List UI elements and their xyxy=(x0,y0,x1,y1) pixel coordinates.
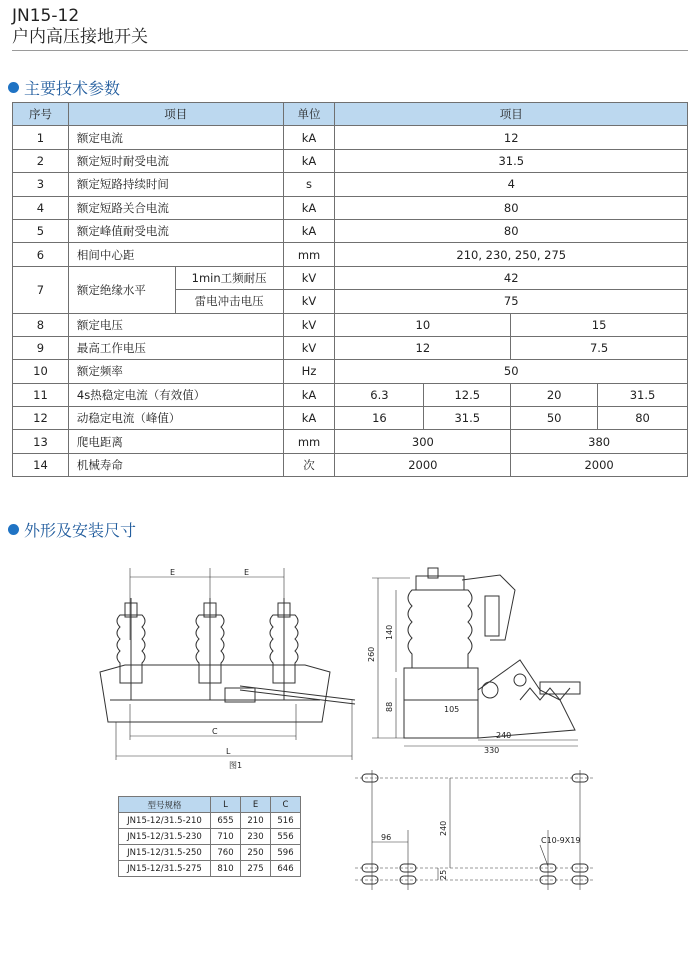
section-specs-title: 主要技术参数 xyxy=(24,79,121,98)
table-row xyxy=(119,845,301,861)
table-header-row xyxy=(13,103,688,126)
table-row xyxy=(13,196,688,219)
plan-view-drawing xyxy=(355,770,595,890)
row-unit: kV xyxy=(283,336,335,359)
header-value: 项目 xyxy=(335,103,688,126)
row-value: 10 xyxy=(335,313,511,336)
dim-l: 710 xyxy=(211,829,241,845)
row-no: 5 xyxy=(13,219,69,242)
row-value: 12 xyxy=(335,336,511,359)
header-no: 序号 xyxy=(13,103,69,126)
bullet-icon xyxy=(8,524,19,535)
dim-header-e: E xyxy=(241,797,271,813)
product-name: 户内高压接地开关 xyxy=(12,27,148,47)
title-divider xyxy=(12,50,688,51)
row-unit: kA xyxy=(283,219,335,242)
row-value: 380 xyxy=(511,430,688,453)
row-value: 31.5 xyxy=(335,149,688,172)
dim-label-e1: E xyxy=(170,568,176,577)
row-no: 11 xyxy=(13,383,69,406)
row-value: 80 xyxy=(335,196,688,219)
row-item: 额定电流 xyxy=(68,126,283,149)
table-row xyxy=(13,313,688,336)
row-unit: kA xyxy=(283,149,335,172)
row-value: 80 xyxy=(598,407,688,430)
header-item: 项目 xyxy=(68,103,283,126)
row-value: 31.5 xyxy=(424,407,511,430)
dim-header-c: C xyxy=(271,797,301,813)
row-unit: Hz xyxy=(283,360,335,383)
row-item: 额定短路持续时间 xyxy=(68,173,283,196)
table-row xyxy=(13,453,688,476)
row-item: 额定峰值耐受电流 xyxy=(68,219,283,242)
row-unit: kA xyxy=(283,407,335,430)
row-no: 8 xyxy=(13,313,69,336)
row-no: 14 xyxy=(13,453,69,476)
row-item: 动稳定电流（峰值） xyxy=(68,407,283,430)
row-value: 16 xyxy=(335,407,424,430)
header-unit: 单位 xyxy=(283,103,335,126)
row-item: 机械寿命 xyxy=(68,453,283,476)
dim-label-plan-240: 240 xyxy=(439,820,448,836)
dim-label-e2: E xyxy=(244,568,250,577)
table-row xyxy=(13,266,688,289)
model-code: JN15-12 xyxy=(12,6,80,26)
row-value: 12.5 xyxy=(424,383,511,406)
dim-c: 516 xyxy=(271,813,301,829)
row-item: 额定电压 xyxy=(68,313,283,336)
row-item: 额定绝缘水平 xyxy=(68,266,175,313)
dim-l: 760 xyxy=(211,845,241,861)
row-value: 50 xyxy=(511,407,598,430)
dim-model: JN15-12/31.5-230 xyxy=(119,829,211,845)
row-value: 80 xyxy=(335,219,688,242)
spec-table xyxy=(12,102,688,477)
row-unit: kA xyxy=(283,383,335,406)
row-unit: kV xyxy=(283,266,335,289)
row-item: 4s热稳定电流（有效值） xyxy=(68,383,283,406)
table-row xyxy=(13,173,688,196)
front-view-drawing xyxy=(100,568,355,760)
table-row xyxy=(119,813,301,829)
row-unit: kA xyxy=(283,196,335,219)
dim-model: JN15-12/31.5-275 xyxy=(119,861,211,877)
row-no: 6 xyxy=(13,243,69,266)
table-row xyxy=(119,861,301,877)
bullet-icon xyxy=(8,82,19,93)
row-value: 2000 xyxy=(335,453,511,476)
row-subitem: 雷电冲击电压 xyxy=(175,290,283,313)
row-value: 42 xyxy=(335,266,688,289)
row-no: 3 xyxy=(13,173,69,196)
dim-c: 556 xyxy=(271,829,301,845)
table-row xyxy=(13,219,688,242)
row-no: 9 xyxy=(13,336,69,359)
dim-label-140: 140 xyxy=(385,624,394,640)
row-unit: mm xyxy=(283,243,335,266)
row-value: 20 xyxy=(511,383,598,406)
row-value: 7.5 xyxy=(511,336,688,359)
dim-l: 655 xyxy=(211,813,241,829)
dim-c: 596 xyxy=(271,845,301,861)
row-unit: mm xyxy=(283,430,335,453)
dim-l: 810 xyxy=(211,861,241,877)
row-item: 额定频率 xyxy=(68,360,283,383)
table-row xyxy=(13,360,688,383)
row-value: 300 xyxy=(335,430,511,453)
row-value: 2000 xyxy=(511,453,688,476)
dim-header-model: 型号规格 xyxy=(119,797,211,813)
dimension-table xyxy=(118,796,301,877)
section-specs xyxy=(8,76,120,99)
dim-model: JN15-12/31.5-210 xyxy=(119,813,211,829)
row-unit: kV xyxy=(283,290,335,313)
row-item: 相间中心距 xyxy=(68,243,283,266)
dim-e: 250 xyxy=(241,845,271,861)
table-row xyxy=(13,407,688,430)
table-row xyxy=(119,829,301,845)
row-item: 额定短路关合电流 xyxy=(68,196,283,219)
dim-e: 230 xyxy=(241,829,271,845)
row-value: 12 xyxy=(335,126,688,149)
row-subitem: 1min工频耐压 xyxy=(175,266,283,289)
slot-label: C10-9X19 xyxy=(541,836,581,845)
row-no: 10 xyxy=(13,360,69,383)
row-item: 额定短时耐受电流 xyxy=(68,149,283,172)
row-value: 6.3 xyxy=(335,383,424,406)
dim-header-row xyxy=(119,797,301,813)
dim-c: 646 xyxy=(271,861,301,877)
row-unit: kA xyxy=(283,126,335,149)
dim-label-260: 260 xyxy=(367,646,376,662)
row-no: 4 xyxy=(13,196,69,219)
side-view-drawing xyxy=(372,568,580,746)
table-row xyxy=(13,243,688,266)
dim-e: 275 xyxy=(241,861,271,877)
row-value: 15 xyxy=(511,313,688,336)
dim-label-105: 105 xyxy=(444,705,460,714)
section-dimensions xyxy=(8,518,136,541)
table-row xyxy=(13,430,688,453)
row-no: 2 xyxy=(13,149,69,172)
row-unit: s xyxy=(283,173,335,196)
figure-caption: 图1 xyxy=(229,761,243,770)
dim-label-240: 240 xyxy=(496,731,512,740)
dim-e: 210 xyxy=(241,813,271,829)
row-unit: kV xyxy=(283,313,335,336)
table-row xyxy=(13,126,688,149)
table-row xyxy=(13,383,688,406)
dim-label-330: 330 xyxy=(484,746,500,755)
row-value: 4 xyxy=(335,173,688,196)
row-no: 1 xyxy=(13,126,69,149)
page-title xyxy=(12,6,148,48)
row-value: 50 xyxy=(335,360,688,383)
row-value: 210, 230, 250, 275 xyxy=(335,243,688,266)
dim-label-96: 96 xyxy=(381,833,392,842)
row-no: 7 xyxy=(13,266,69,313)
dim-header-l: L xyxy=(211,797,241,813)
row-no: 12 xyxy=(13,407,69,430)
dim-label-l: L xyxy=(226,747,231,756)
dim-label-88: 88 xyxy=(385,701,394,712)
row-value: 75 xyxy=(335,290,688,313)
row-item: 爬电距离 xyxy=(68,430,283,453)
section-dimensions-title: 外形及安装尺寸 xyxy=(24,521,137,540)
table-row xyxy=(13,336,688,359)
row-unit: 次 xyxy=(283,453,335,476)
row-item: 最高工作电压 xyxy=(68,336,283,359)
row-value: 31.5 xyxy=(598,383,688,406)
dim-label-c: C xyxy=(212,727,218,736)
dim-label-25: 25 xyxy=(439,869,448,880)
dim-model: JN15-12/31.5-250 xyxy=(119,845,211,861)
table-row xyxy=(13,149,688,172)
row-no: 13 xyxy=(13,430,69,453)
